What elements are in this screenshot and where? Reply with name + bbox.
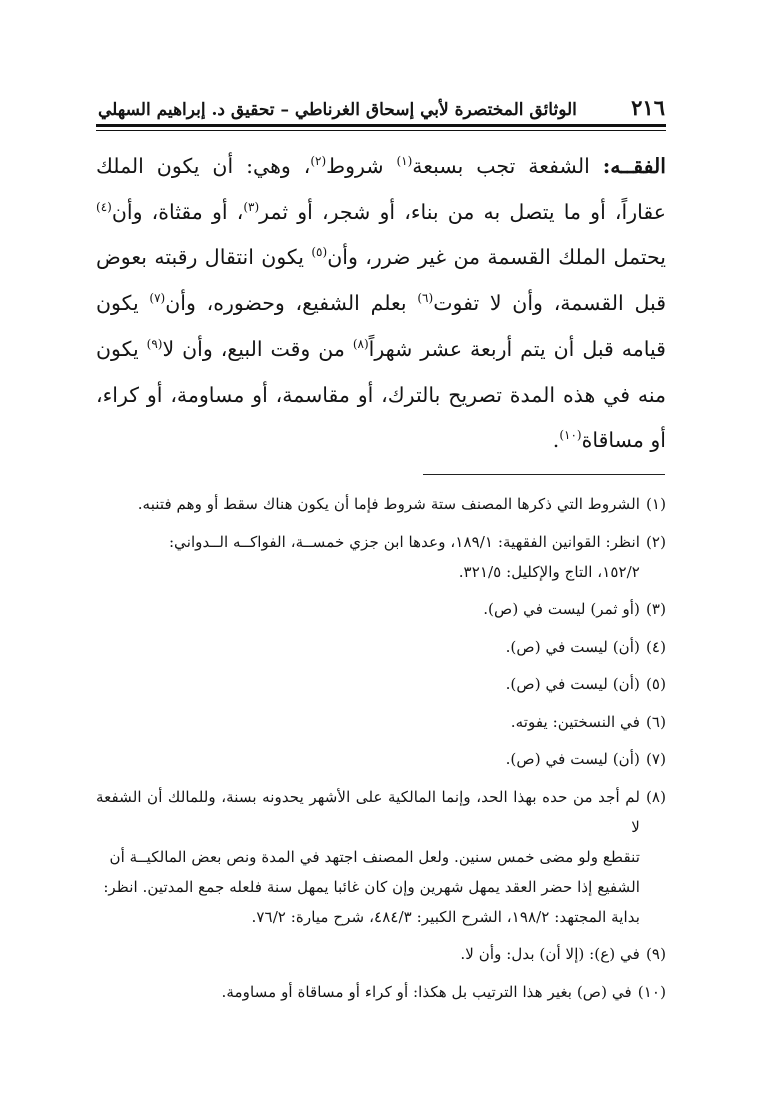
footnote-text [96,977,632,1007]
body-segment: من وقت البيع، وأن لا [162,336,353,361]
footnote-number: (٩) [645,945,666,963]
footnote-text [96,669,640,699]
footnote-line: (أو ثمر) ليست في (ص). [483,600,640,618]
footnote-separator [423,474,665,475]
footnote-3 [96,594,666,624]
body-segment: يكون انتقال رقبته بعوض قبل القسمة، وأن لا تفوت [96,245,666,316]
footnote-line: ١٥٢/٢، التاج والإكليل: ٣٢١/٥. [458,562,640,581]
footnote-text [96,782,640,932]
footnote-text [96,489,640,519]
footnote-text [96,632,640,662]
footnote-text [96,527,640,587]
header-rule-thin [96,130,666,131]
footnote-line: في (ع): (إلا أن) بدل: وأن لا. [460,945,640,963]
running-header [98,82,665,120]
footnote-number: (١٠) [637,982,666,1001]
footnote-line: بداية المجتهد: ١٩٨/٢، الشرح الكبير: ٤٨٤/٣، شرح ميارة: ٧٦/٢. [251,907,640,926]
body-segment: شروط [326,154,397,178]
footnote-8 [96,782,666,932]
footnote-number: (٣) [645,600,666,618]
footnote-line: لم أجد من حده بهذا الحد، وإنما المالكية على الأشهر يحدونه بسنة، وللمالك أن الشفعة لا [96,787,640,836]
running-title: الوثائق المختصرة لأبي إسحاق الغرناطي – تحقيق د. إبراهيم السهلي [98,100,577,120]
footnote-line: (أن) ليست في (ص). [505,637,640,656]
page-number: ٢١٦ [631,95,665,120]
footnote-text [96,939,640,969]
footnote-10 [96,977,666,1007]
footnote-line: (أن) ليست في (ص). [505,675,640,693]
footnote-7 [96,744,666,774]
footnote-1 [96,489,666,519]
footnote-6 [96,707,666,737]
lead-word: الفقــه: [602,154,666,178]
body-segment: ، وهي: أن يكون الملك عقاراً، أو ما يتصل به من بناء، أو شجر، أو ثمر [96,154,666,224]
body-segment: بعلم الشفيع، وحضوره، وأن [165,291,418,316]
body-segment: ، أو مقثاة، وأن [111,199,244,224]
footnote-5 [96,669,666,699]
footnote-number: (٥) [645,675,666,693]
body-segment: يكون قيامه قبل أن يتم أربعة عشر شهراً [96,291,666,361]
footnote-text [96,744,640,774]
body-segment: الشفعة تجب بسبعة [412,154,603,178]
footnote-text [96,707,640,737]
footnote-line: الشروط التي ذكرها المصنف ستة شروط فإما أن يكون هناك سقط أو وهم فتنبه. [137,495,640,513]
footnote-line: (أن) ليست في (ص). [505,750,640,768]
footnote-number: (٦) [645,712,666,731]
footnote-2 [96,527,666,587]
footnote-number: (٨) [645,787,666,806]
footnote-line: في النسختين: يفوته. [510,712,640,731]
footnote-ref-8[interactable]: (٨) [352,336,369,351]
main-paragraph [96,144,666,464]
footnote-line: الشفيع إذا حضر العقد يمهل شهرين وإن كان غائبا يمهل سنة فلعله جمع المدتين. انظر: [103,877,640,896]
footnote-number: (٧) [645,750,666,768]
footnote-ref-1[interactable]: (١) [396,154,413,169]
footnote-ref-3[interactable]: (٣) [243,199,260,214]
footnote-9 [96,939,666,969]
footnote-ref-2[interactable]: (٢) [310,154,327,169]
footnote-4 [96,632,666,662]
footnote-line: تنقطع ولو مضى خمس سنين. ولعل المصنف اجتهد في المدة ونص بعض المالكيــة أن [109,847,640,866]
footnote-ref-5[interactable]: (٥) [311,245,328,260]
footnote-ref-9[interactable]: (٩) [146,336,163,351]
footnote-number: (٢) [645,532,666,551]
footnote-number: (١) [645,495,666,513]
footnote-number: (٤) [645,637,666,656]
footnote-ref-7[interactable]: (٧) [149,291,166,306]
footnote-ref-4[interactable]: (٤) [96,199,112,214]
header-rule-thick [96,124,666,127]
body-segment: يحتمل الملك القسمة من غير ضرر، وأن [327,245,666,270]
body-segment: . [552,428,560,453]
body-segment: يكون منه في هذه المدة تصريح بالترك، أو مقاسمة، أو مساومة، أو كراء، أو مساقاة [96,336,666,453]
footnote-ref-10[interactable]: (١٠) [559,428,582,443]
footnote-line: في (ص) بغير هذا الترتيب بل هكذا: أو كراء أو مساقاة أو مساومة. [221,982,632,1001]
footnotes-list [96,489,666,1014]
footnote-line: انظر: القوانين الفقهية: ١٨٩/١، وعدها ابن جزي خمســة، الفواكــه الــدواني: [168,532,640,551]
footnote-text [96,594,640,624]
footnote-ref-6[interactable]: (٦) [417,291,434,306]
